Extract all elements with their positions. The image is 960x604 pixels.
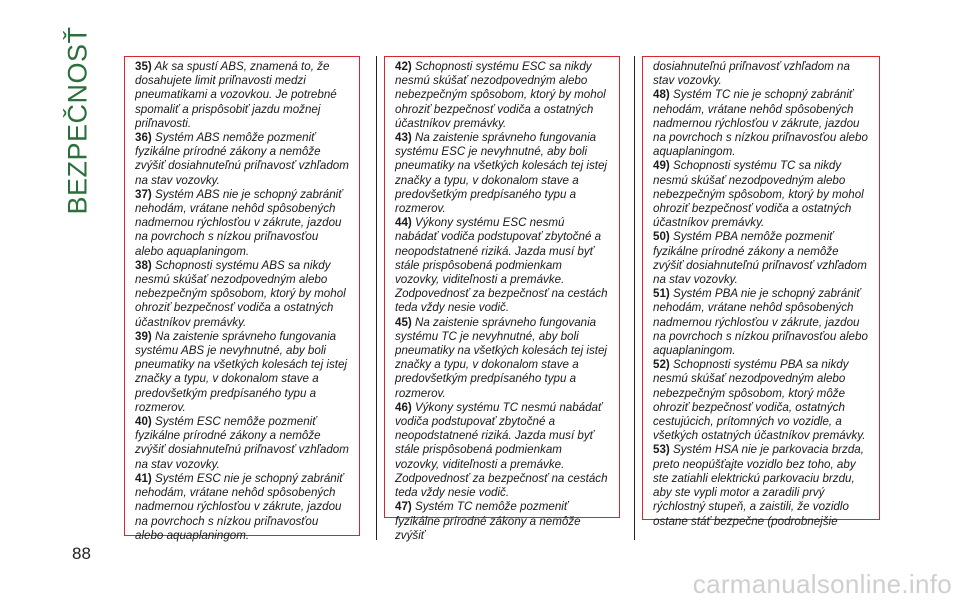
- note-number: 52): [653, 358, 670, 372]
- note-entry: [135, 131, 349, 188]
- note-number: 35): [135, 60, 152, 73]
- watermark: carmanualsonline.info: [692, 569, 952, 599]
- note-text: Systém ABS nemôže pozmeniť fyzikálne prírodné zákony a nemôže zvýšiť dosiahnuteľnú priľnavosť vzhľadom na stav vozovky.: [135, 131, 349, 187]
- note-entry: [395, 401, 609, 500]
- note-number: 44): [395, 216, 412, 230]
- note-entry: [395, 60, 609, 131]
- note-entry: [395, 500, 609, 543]
- note-entry: [653, 88, 869, 159]
- note-number: 42): [395, 60, 412, 73]
- note-number: 53): [653, 443, 670, 457]
- note-entry: [395, 316, 609, 401]
- section-title: [48, 25, 108, 215]
- note-text: Systém TC nie je schopný zabrániť nehodám, vrátane nehôd spôsobených nadmernou rýchlosťou v zákrute, jazdou na povrchoch s nízkou priľnavosťou alebo aquaplaningom.: [653, 88, 868, 159]
- note-text: Systém TC nemôže pozmeniť fyzikálne prírodné zákony a nemôže zvýšiť: [395, 500, 581, 542]
- note-entry: [653, 230, 869, 287]
- note-number: 37): [135, 187, 152, 201]
- column-divider-1: [376, 56, 377, 540]
- note-text: Systém HSA nie je parkovacia brzda, preto neopúšťajte vozidlo bez toho, aby ste zatiahli elektrickú parkovaciu brzdu, aby ste vypli motor a zaradili prvý rýchlostný stupeň, a zaistili, že vozidlo ostane stáť bezpečne (podrobnejšie: [653, 443, 864, 528]
- note-entry: [135, 415, 349, 472]
- note-number: 48): [653, 88, 670, 102]
- note-text: Schopnosti systému TC sa nikdy nesmú skúšať nezodpovedným alebo nebezpečným spôsobom, ktorý by mohol ohroziť bezpečnosť vodiča a ostatných účastníkov premávky.: [653, 159, 864, 230]
- note-number: 40): [135, 415, 152, 429]
- note-text: Na zaistenie správneho fungovania systému ABS je nevyhnutné, aby boli pneumatiky na všetkých kolesách tej istej značky a typu, v dokonalom stave a predovšetkým predpísaného typu a rozmerov.: [135, 329, 348, 414]
- section-title-text: BEZPEČNOSŤ: [62, 25, 93, 215]
- warning-box-3: [642, 56, 880, 528]
- note-number: 43): [395, 131, 412, 145]
- note-text: Výkony systému TC nesmú nabádať vodiča podstupovať zbytočné a neopodstatnené riziká. Jazda musí byť stále prispôsobená podmienkam vozovky, viditeľnosti a premávke. Zodpovednosť za bezpečnosť na cestách teda vždy nesie vodič.: [395, 400, 608, 500]
- note-text: Systém ABS nie je schopný zabrániť nehodám, vrátane nehôd spôsobených nadmernou rýchlosťou v zákrute, jazdou na povrchoch s nízkou priľnavosťou alebo aquaplaningom.: [135, 187, 343, 258]
- note-text: dosiahnuteľnú priľnavosť vzhľadom na stav vozovky.: [653, 60, 850, 88]
- note-entry: [135, 188, 349, 259]
- note-text: Výkony systému ESC nesmú nabádať vodiča podstupovať zbytočné a neopodstatnené riziká. Jazda musí byť stále prispôsobená podmienkam vozovky, viditeľnosti a premávke. Zodpovednosť za bezpečnosť na cestách teda vždy nesie vodič.: [395, 216, 608, 315]
- note-text: Systém ESC nemôže pozmeniť fyzikálne prírodné zákony a nemôže zvýšiť dosiahnuteľnú priľnavosť vzhľadom na stav vozovky.: [135, 415, 349, 471]
- note-number: 36): [135, 131, 152, 145]
- column-divider-2: [634, 56, 635, 540]
- note-text: Schopnosti systému ESC sa nikdy nesmú skúšať nezodpovedným alebo nebezpečným spôsobom, ktorý by mohol ohroziť bezpečnosť vodiča a ostatných účastníkov premávky.: [395, 60, 606, 130]
- note-number: 50): [653, 230, 670, 244]
- note-number: 46): [395, 400, 412, 414]
- note-entry: [653, 443, 869, 528]
- note-number: 47): [395, 500, 412, 514]
- note-text: Systém PBA nie je schopný zabrániť nehodám, vrátane nehôd spôsobených nadmernou rýchlosťou v zákrute, jazdou na povrchoch s nízkou priľnavosťou alebo aquaplaningom.: [653, 287, 868, 358]
- note-entry: [135, 60, 349, 131]
- note-number: 39): [135, 329, 152, 343]
- note-text: Schopnosti systému PBA sa nikdy nesmú skúšať nezodpovedným alebo nebezpečným spôsobom, ktorý môže ohroziť bezpečnosť vodiča, ostatných cestujúcich, prítomných vo vozidle, a všetkých ostatných účastníkov premávky.: [653, 358, 866, 443]
- note-text: Na zaistenie správneho fungovania systému ESC je nevyhnutné, aby boli pneumatiky na všetkých kolesách tej istej značky a typu, v dokonalom stave a predovšetkým predpísaného typu a rozmerov.: [395, 131, 608, 216]
- note-entry: [653, 287, 869, 358]
- note-entry: [653, 60, 869, 88]
- note-text: Ak sa spustí ABS, znamená to, že dosahujete limit priľnavosti medzi pneumatikami a vozovkou. Je potrebné spomaliť a prispôsobiť jazdu možnej priľnavosti.: [135, 60, 337, 130]
- note-text: Systém ESC nie je schopný zabrániť nehodám, vrátane nehôd spôsobených nadmernou rýchlosťou v zákrute, jazdou na povrchoch s nízkou priľnavosťou alebo aquaplaningom.: [135, 471, 344, 542]
- note-text: Schopnosti systému ABS sa nikdy nesmú skúšať nezodpovedným alebo nebezpečným spôsobom, ktorý by mohol ohroziť bezpečnosť vodiča a ostatných účastníkov premávky.: [135, 258, 346, 329]
- note-number: 38): [135, 258, 152, 272]
- note-entry: [395, 216, 609, 315]
- note-number: 45): [395, 315, 412, 329]
- note-entry: [135, 330, 349, 415]
- note-number: 51): [653, 287, 670, 301]
- note-text: Systém PBA nemôže pozmeniť fyzikálne prírodné zákony a nemôže zvýšiť dosiahnuteľnú priľnavosť vzhľadom na stav vozovky.: [653, 230, 867, 287]
- note-entry: [653, 159, 869, 230]
- note-entry: [653, 358, 869, 443]
- page-number: 88: [72, 544, 91, 563]
- note-number: 41): [135, 471, 152, 485]
- note-text: Na zaistenie správneho fungovania systému TC je nevyhnutné, aby boli pneumatiky na všetkých kolesách tej istej značky a typu, v dokonalom stave a predovšetkým predpísaného typu a rozmerov.: [395, 315, 608, 400]
- note-number: 49): [653, 159, 670, 173]
- warning-box-2: [384, 56, 620, 542]
- note-entry: [135, 259, 349, 330]
- note-entry: [135, 472, 349, 543]
- warning-box-1: [124, 56, 360, 542]
- note-entry: [395, 131, 609, 216]
